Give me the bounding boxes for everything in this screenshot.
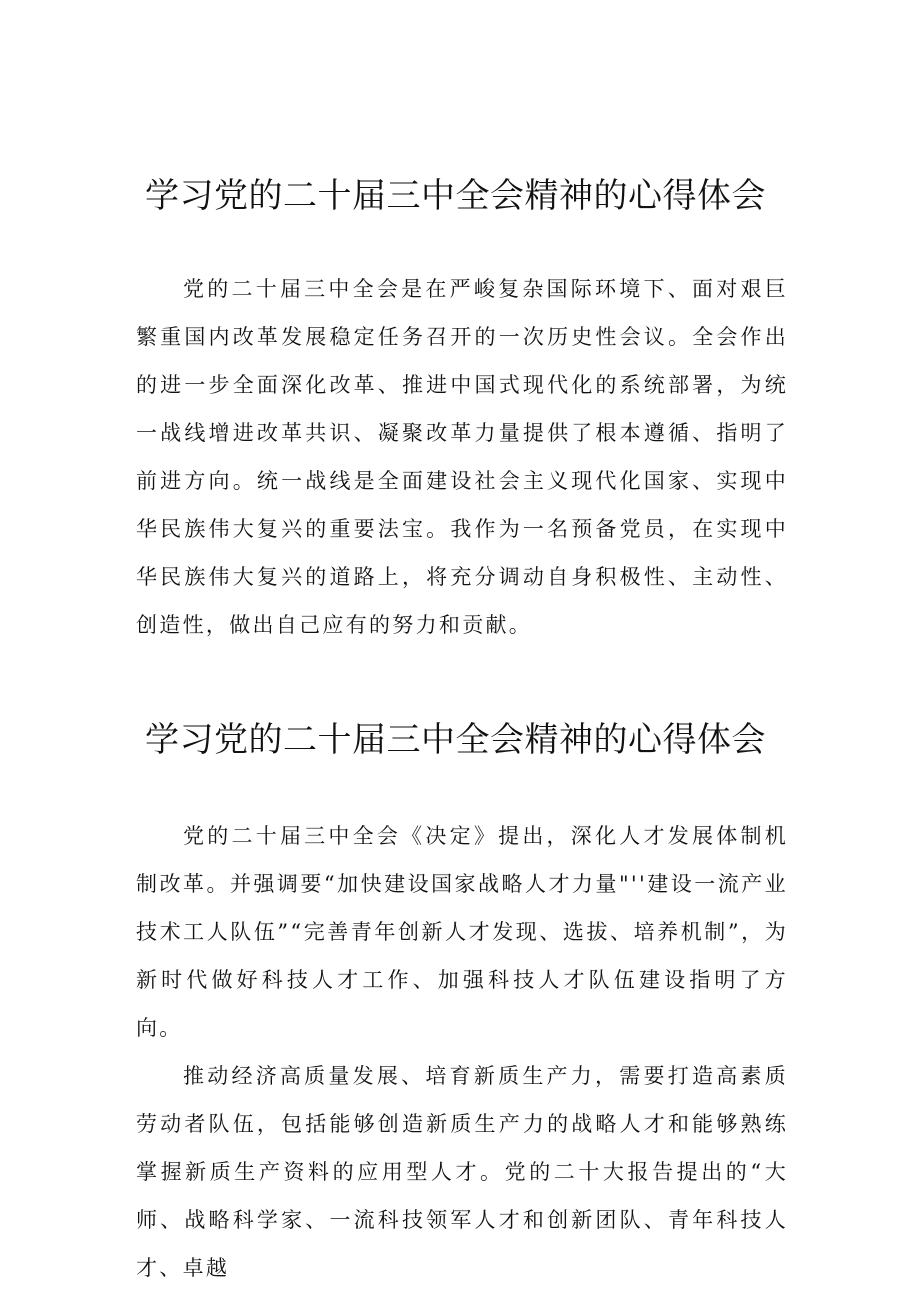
article-1-body (136, 265, 788, 649)
article-1-title: 学习党的二十届三中全会精神的心得体会 (145, 176, 766, 216)
article-2-paragraph-1: 党的二十届三中全会《决定》提出，深化人才发展体制机制改革。并强调要“加快建设国家战略人才力量"''建设一流产业技术工人队伍”“完善青年创新人才发现、选拔、培养机制”，为新时代做好科技人才工作、加强科技人才队伍建设指明了方向。 (136, 824, 788, 1040)
article-2-paragraph-2: 推动经济高质量发展、培育新质生产力，需要打造高素质劳动者队伍，包括能够创造新质生产力的战略人才和能够熟练掌握新质生产资料的应用型人才。党的二十大报告提出的“大师、战略科学家、一流科技领军人才和创新团队、青年科技人才、卓越 (136, 1064, 788, 1280)
article-2-body (136, 812, 788, 1292)
article-1-paragraph-1: 党的二十届三中全会是在严峻复杂国际环境下、面对艰巨繁重国内改革发展稳定任务召开的一次历史性会议。全会作出的进一步全面深化改革、推进中国式现代化的系统部署，为统一战线增进改革共识、凝聚改革力量提供了根本遵循、指明了前进方向。统一战线是全面建设社会主义现代化国家、实现中华民族伟大复兴的重要法宝。我作为一名预备党员，在实现中华民族伟大复兴的道路上，将充分调动自身积极性、主动性、创造性，做出自己应有的努力和贡献。 (136, 277, 788, 637)
article-2-title: 学习党的二十届三中全会精神的心得体会 (145, 720, 766, 760)
